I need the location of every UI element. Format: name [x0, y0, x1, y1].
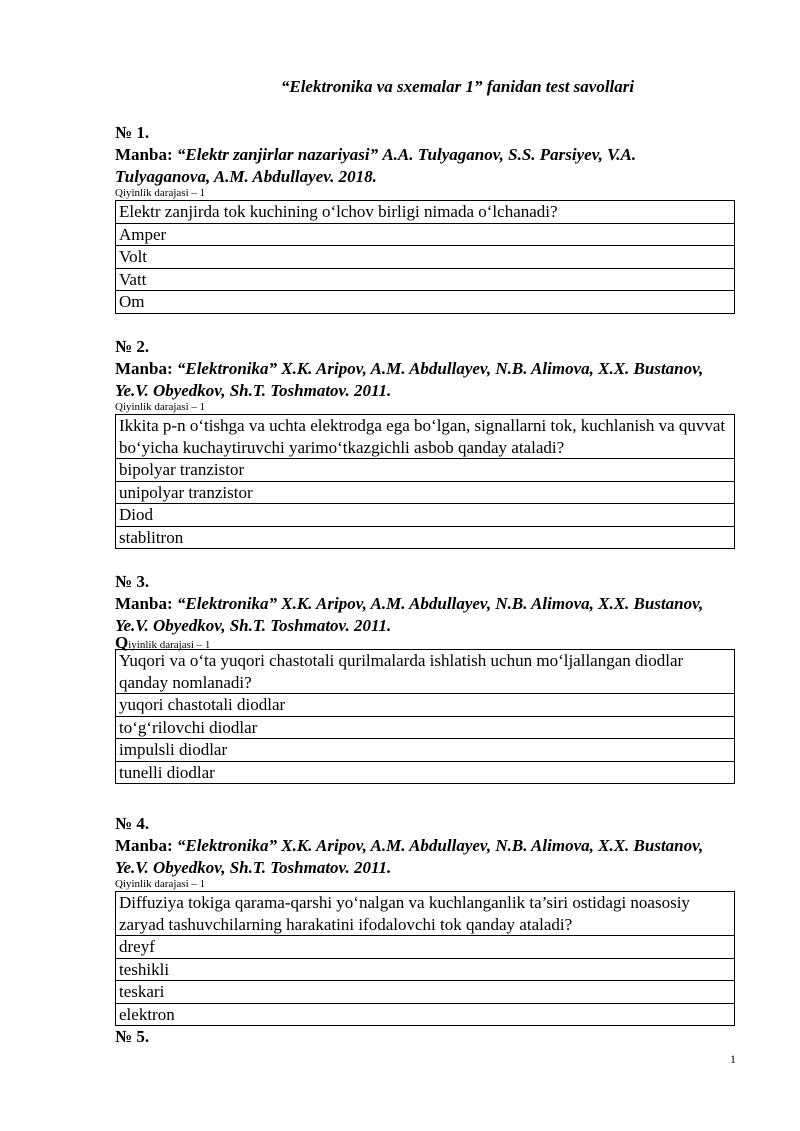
- difficulty-level: Qiyinlik darajasi – 1: [115, 401, 206, 413]
- answer-option: stablitron: [116, 526, 735, 549]
- question-number: № 2.: [115, 337, 150, 356]
- question-number: № 3.: [115, 572, 150, 591]
- question-block-2: [115, 336, 735, 549]
- answer-option: to‘g‘rilovchi diodlar: [116, 716, 735, 739]
- question-block-3: [115, 571, 735, 784]
- question-text: Elektr zanjirda tok kuchining o‘lchov birligi nimada o‘lchanadi?: [116, 201, 735, 224]
- question-text: Diffuziya tokiga qarama-qarshi yo‘nalgan va kuchlanganlik ta’siri ostidagi noasosiy zaryad tashuvchilarning harakatini ifodalovchi tok qanday ataladi?: [116, 892, 735, 936]
- answer-option: Diod: [116, 504, 735, 527]
- question-text: Yuqori va o‘ta yuqori chastotali qurilmalarda ishlatish uchun mo‘ljallangan diodlar qanday nomlanadi?: [116, 650, 735, 694]
- question-source: [115, 593, 735, 636]
- question-number-5: № 5.: [115, 1027, 150, 1046]
- difficulty-level: Qiyinlik darajasi – 1: [115, 187, 206, 199]
- answer-option: tunelli diodlar: [116, 761, 735, 784]
- source-label: Manba:: [115, 359, 173, 378]
- answer-option: Om: [116, 291, 735, 314]
- answer-option: impulsli diodlar: [116, 739, 735, 762]
- answer-option: Vatt: [116, 268, 735, 291]
- difficulty-level-initial: Q: [115, 633, 129, 652]
- source-authors: X.K. Aripov, A.M. Abdullayev, N.B. Alimova, X.X. Bustanov, Ye.V. Obyedkov, Sh.T. Toshmatov. 2011.: [115, 594, 704, 635]
- source-title: “Elektronika”: [176, 836, 277, 855]
- answer-option: bipolyar tranzistor: [116, 459, 735, 482]
- difficulty-level: Qiyinlik darajasi – 1: [115, 878, 206, 890]
- question-block-4: [115, 813, 735, 1026]
- question-number: № 4.: [115, 814, 150, 833]
- question-text: Ikkita p-n o‘tishga va uchta elektrodga ega bo‘lgan, signallarni tok, kuchlanish va quvvat bo‘yicha kuchaytiruvchi yarimo‘tkazgichli asbob qanday ataladi?: [116, 415, 735, 459]
- answer-option: dreyf: [116, 936, 735, 959]
- difficulty-level: [115, 633, 735, 652]
- page-number: 1: [730, 1052, 736, 1066]
- question-table: [115, 649, 735, 784]
- source-title: “Elektronika”: [176, 359, 277, 378]
- question-block-1: [115, 122, 735, 314]
- question-number: № 1.: [115, 123, 150, 142]
- source-authors: X.K. Aripov, A.M. Abdullayev, N.B. Alimova, X.X. Bustanov, Ye.V. Obyedkov, Sh.T. Toshmatov. 2011.: [115, 836, 704, 877]
- question-source: [115, 835, 735, 878]
- source-label: Manba:: [115, 836, 173, 855]
- question-table: [115, 414, 735, 549]
- source-label: Manba:: [115, 145, 173, 164]
- question-source: [115, 358, 735, 401]
- question-source: [115, 144, 735, 187]
- answer-option: Volt: [116, 246, 735, 269]
- question-table: [115, 200, 735, 314]
- source-authors: X.K. Aripov, A.M. Abdullayev, N.B. Alimova, X.X. Bustanov, Ye.V. Obyedkov, Sh.T. Toshmatov. 2011.: [115, 359, 704, 400]
- answer-option: Amper: [116, 223, 735, 246]
- source-authors: A.A. Tulyaganov, S.S. Parsiyev, V.A. Tulyaganova, A.M. Abdullayev. 2018.: [115, 145, 637, 186]
- source-title: “Elektronika”: [176, 594, 277, 613]
- answer-option: teshikli: [116, 958, 735, 981]
- answer-option: elektron: [116, 1003, 735, 1026]
- source-label: Manba:: [115, 594, 173, 613]
- answer-option: unipolyar tranzistor: [116, 481, 735, 504]
- answer-option: yuqori chastotali diodlar: [116, 694, 735, 717]
- answer-option: teskari: [116, 981, 735, 1004]
- question-table: [115, 891, 735, 1026]
- page-title: “Elektronika va sxemalar 1” fanidan test savollari: [280, 77, 635, 96]
- source-title: “Elektr zanjirlar nazariyasi”: [176, 145, 379, 164]
- difficulty-level-rest: iyinlik darajasi – 1: [128, 639, 211, 651]
